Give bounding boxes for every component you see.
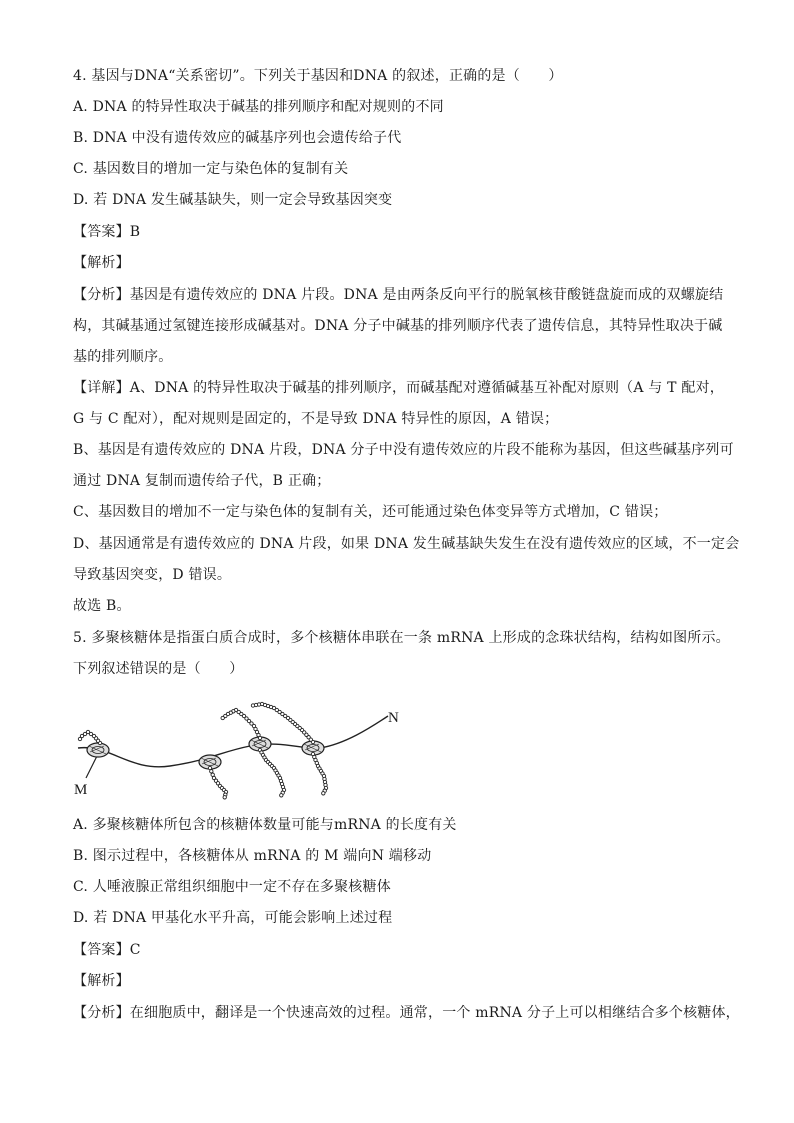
- q4-conclusion: 故选 B。: [73, 598, 131, 614]
- label-m: M: [74, 782, 88, 798]
- q5-option-d: D. 若 DNA 甲基化水平升高，可能会影响上述过程: [73, 910, 393, 926]
- q4-xiangjie-line-1: 【详解】A、DNA 的特异性取决于碱基的排列顺序，而碱基配对遵循碱基互补配对原则（A 与 T 配对，: [73, 380, 724, 396]
- q4-xiangjie-line-7: 导致基因突变，D 错误。: [73, 567, 232, 583]
- q4-option-a: A. DNA 的特异性取决于碱基的排列顺序和配对规则的不同: [73, 99, 444, 115]
- q5-analysis-label: 【解析】: [73, 973, 130, 989]
- q4-fenxi-line-1: 【分析】基因是有遗传效应的 DNA 片段。DNA 是由两条反向平行的脱氧核苷酸链盘旋而成的双螺旋结: [73, 287, 724, 303]
- q4-xiangjie-line-2: G 与 C 配对），配对规则是固定的，不是导致 DNA 特异性的原因，A 错误；: [73, 411, 559, 427]
- polyribosome-figure: [70, 696, 410, 806]
- q5-fenxi-line-1: 【分析】在细胞质中，翻译是一个快速高效的过程。通常，一个 mRNA 分子上可以相继结合多个核糖体，: [73, 1005, 740, 1021]
- q4-answer: 【答案】B: [73, 224, 141, 240]
- amino-acid-bead: [322, 792, 325, 795]
- mrna-strand: [78, 716, 388, 767]
- ribosome-1: [87, 743, 109, 757]
- q4-fenxi-line-2: 构，其碱基通过氢键连接形成碱基对。DNA 分子中碱基的排列顺序代表了遗传信息，其特异性取决于碱: [73, 318, 723, 334]
- q4-stem: 4. 基因与DNA“关系密切”。下列关于基因和DNA 的叙述，正确的是（ ）: [73, 68, 563, 84]
- q5-stem-line-2: 下列叙述错误的是（ ）: [73, 661, 244, 677]
- q5-option-a: A. 多聚核糖体所包含的核糖体数量可能与mRNA 的长度有关: [73, 817, 457, 833]
- q4-option-b: B. DNA 中没有遗传效应的碱基序列也会遗传给子代: [73, 130, 402, 146]
- amino-acid-bead: [78, 737, 81, 740]
- q4-xiangjie-line-5: C、基因数目的增加不一定与染色体的复制有关，还可能通过染色体变异等方式增加，C 错误；: [73, 504, 668, 520]
- amino-acid-bead: [280, 794, 283, 797]
- q5-option-c: C. 人唾液腺正常组织细胞中一定不存在多聚核糖体: [73, 879, 391, 895]
- q4-xiangjie-line-3: B、基因是有遗传效应的 DNA 片段，DNA 分子中没有遗传效应的片段不能称为基因，但这些碱基序列可: [73, 442, 734, 458]
- polypeptide-chains: [78, 702, 327, 799]
- amino-acid-bead: [210, 770, 213, 773]
- q4-xiangjie-line-6: D、基因通常是有遗传效应的 DNA 片段，如果 DNA 发生碱基缺失发生在没有遗传效应的区域，不一定会: [73, 536, 740, 552]
- q4-option-c: C. 基因数目的增加一定与染色体的复制有关: [73, 161, 349, 177]
- q4-fenxi-line-3: 基的排列顺序。: [73, 349, 173, 365]
- m-pointer-line: [86, 754, 98, 778]
- q4-analysis-label: 【解析】: [73, 255, 130, 271]
- amino-acid-bead: [223, 796, 226, 799]
- q4-xiangjie-line-4: 通过 DNA 复制而遗传给子代，B 正确；: [73, 473, 331, 489]
- amino-acid-bead: [221, 716, 224, 719]
- q4-option-d: D. 若 DNA 发生碱基缺失，则一定会导致基因突变: [73, 192, 393, 208]
- q5-stem-line-1: 5. 多聚核糖体是指蛋白质合成时，多个核糖体串联在一条 mRNA 上形成的念珠状结构，结构如图所示。: [73, 630, 730, 646]
- label-n: N: [388, 710, 399, 726]
- q5-option-b: B. 图示过程中，各核糖体从 mRNA 的 M 端向N 端移动: [73, 848, 432, 864]
- amino-acid-bead: [251, 704, 254, 707]
- q5-answer: 【答案】C: [73, 942, 141, 958]
